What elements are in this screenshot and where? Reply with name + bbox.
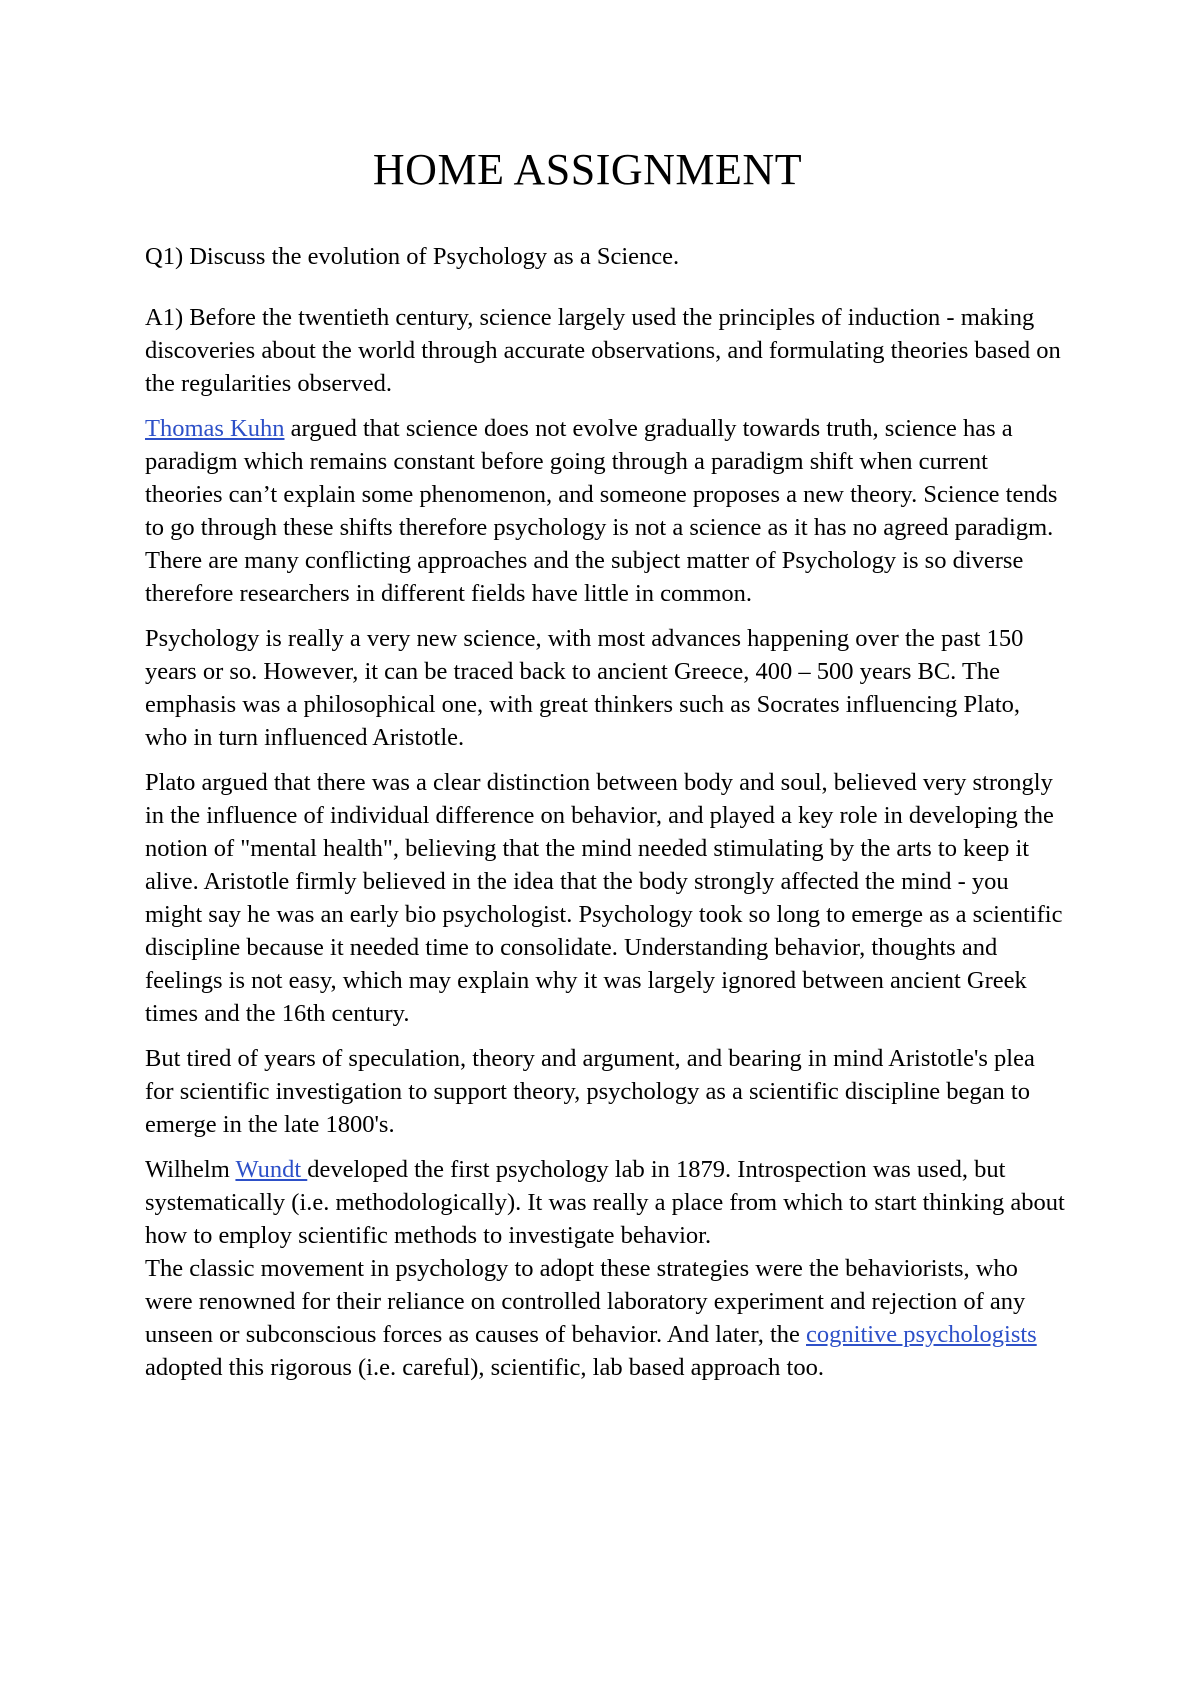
question-text: Q1) Discuss the evolution of Psychology as a Science. bbox=[145, 243, 680, 270]
wundt-paragraph bbox=[145, 1153, 1065, 1252]
answer-intro-paragraph: A1) Before the twentieth century, science largely used the principles of induction - making discoveries about the world through accurate observations, and formulating theories based on the regularities observed. bbox=[145, 304, 1061, 397]
kuhn-paragraph-text: argued that science does not evolve gradually towards truth, science has a paradigm which remains constant before going through a paradigm shift when current theories can’t explain some phenomenon, and someone proposes a new theory. Science tends to go through these shifts therefore psychology is not a science as it has no agreed paradigm. There are many conflicting approaches and the subject matter of Psychology is so diverse therefore researchers in different fields have little in common. bbox=[145, 415, 1058, 607]
kuhn-paragraph bbox=[145, 412, 1065, 610]
emergence-paragraph: But tired of years of speculation, theory and argument, and bearing in mind Aristotle's plea for scientific investigation to support theory, psychology as a scientific discipline began to emerge in the late 1800's. bbox=[145, 1045, 1035, 1138]
behaviorists-paragraph bbox=[145, 1252, 1065, 1384]
document-title: HOME ASSIGNMENT bbox=[372, 145, 803, 194]
thomas-kuhn-link[interactable]: Thomas Kuhn bbox=[145, 415, 285, 442]
wundt-link[interactable]: Wundt bbox=[235, 1156, 308, 1183]
plato-paragraph: Plato argued that there was a clear distinction between body and soul, believed very strongly in the influence of individual difference on behavior, and played a key role in developing the notion of "mental health", believing that the mind needed stimulating by the arts to keep it alive. Aristotle firmly believed in the idea that the body strongly affected the mind - you might say he was an early bio psychologist. Psychology took so long to emerge as a scientific discipline because it needed time to consolidate. Understanding behavior, thoughts and feelings is not easy, which may explain why it was largely ignored between ancient Greek times and the 16th century. bbox=[145, 769, 1063, 1027]
history-paragraph: Psychology is really a very new science, with most advances happening over the past 150 years or so. However, it can be traced back to ancient Greece, 400 – 500 years BC. The emphasis was a philosophical one, with great thinkers such as Socrates influencing Plato, who in turn influenced Aristotle. bbox=[145, 625, 1024, 751]
wundt-paragraph-lead: Wilhelm bbox=[145, 1156, 236, 1183]
behaviorists-paragraph-tail: adopted this rigorous (i.e. careful), scientific, lab based approach too. bbox=[145, 1354, 824, 1381]
cognitive-psychologists-link[interactable]: cognitive psychologists bbox=[806, 1321, 1037, 1348]
wundt-paragraph-text: developed the first psychology lab in 1879. Introspection was used, but systematically (i.e. methodologically). It was really a place from which to start thinking about how to employ scientific methods to investigate behavior. bbox=[145, 1156, 1065, 1249]
behaviorists-paragraph-text: The classic movement in psychology to adopt these strategies were the behaviorists, who were renowned for their reliance on controlled laboratory experiment and rejection of any unseen or subconscious forces as causes of behavior. And later, the bbox=[145, 1255, 1026, 1348]
document-page bbox=[145, 140, 1065, 1396]
